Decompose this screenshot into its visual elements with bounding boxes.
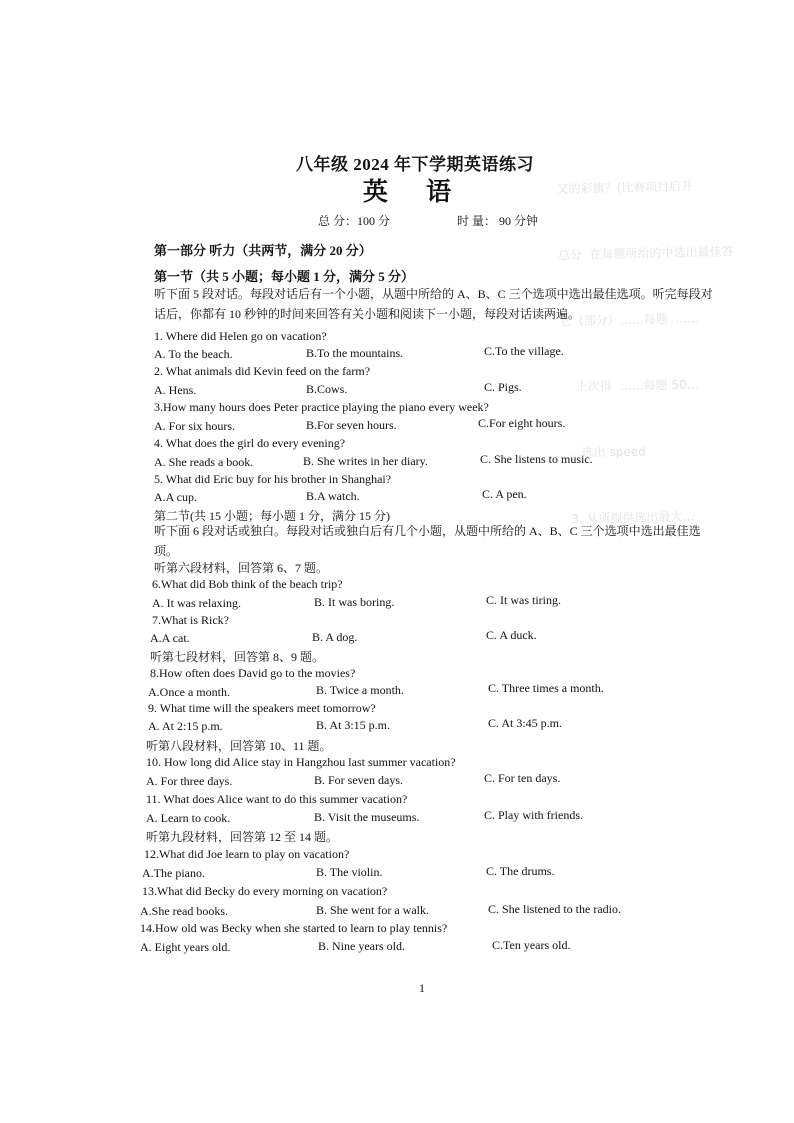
section2-instructions: 听下面 6 段对话或独白。每段对话或独白后有几个小题，从题中所给的 A、B、C 三个选项中选出最佳选项。: [154, 524, 701, 558]
material-7-note: 听第七段材料，回答第 8、9 题。: [150, 650, 325, 664]
q7-option-a: A.A cat.: [150, 631, 190, 645]
q2-option-c: C. Pigs.: [484, 380, 522, 394]
q7-option-c: C. A duck.: [486, 628, 537, 642]
section2-heading: 第二节(共 15 小题；每小题 1 分，满分 15 分): [154, 509, 390, 523]
section1-heading: 第一节（共 5 小题；每小题 1 分，满分 5 分）: [154, 269, 415, 284]
q11-option-c: C. Play with friends.: [484, 808, 583, 822]
q6-option-c: C. It was tiring.: [486, 593, 561, 607]
q2-option-a: A. Hens.: [154, 383, 197, 397]
q11-option-b: B. Visit the museums.: [314, 810, 420, 824]
page-number: 1: [419, 981, 425, 995]
q13-option-a: A.She read books.: [140, 904, 228, 918]
question-9: 9. What time will the speakers meet tomorrow?: [148, 701, 376, 715]
q5-option-c: C. A pen.: [482, 487, 527, 501]
material-9-note: 听第九段材料，回答第 12 至 14 题。: [146, 830, 339, 844]
q1-option-c: C.To the village.: [484, 344, 564, 358]
q10-option-a: A. For three days.: [146, 774, 233, 788]
q3-option-b: B.For seven hours.: [306, 418, 397, 432]
question-13: 13.What did Becky do every morning on vacation?: [142, 884, 388, 898]
q10-option-c: C. For ten days.: [484, 771, 561, 785]
show-through-text: 又的彩旗？(比赛项目后开 总分 在每题所给的中选出最佳答 它 (部分）……每题 …… 上次得 ……每題 50… …选出 speed 3. 从所提供选出最大…: [556, 179, 734, 527]
section1-instructions: 听下面 5 段对话。每段对话后有一个小题，从题中所给的 A、B、C 三个选项中选出最佳选项。听完每段对话后，你都有 10 秒钟的时间来回答有关小题和阅读下一小题，每段对话读两遍。: [154, 287, 713, 321]
q12-option-b: B. The violin.: [316, 865, 383, 879]
q3-option-a: A. For six hours.: [154, 419, 236, 433]
question-12: 12.What did Joe learn to play on vacation?: [144, 847, 350, 861]
q9-option-a: A. At 2:15 p.m.: [148, 719, 223, 733]
q12-option-c: C. The drums.: [486, 864, 555, 878]
q13-option-b: B. She went for a walk.: [316, 903, 429, 917]
subject-title: 英 语: [362, 179, 468, 206]
q1-option-a: A. To the beach.: [154, 347, 233, 361]
q14-option-a: A. Eight years old.: [140, 940, 231, 954]
question-14: 14.How old was Becky when she started to learn to play tennis?: [140, 921, 448, 935]
q9-option-c: C. At 3:45 p.m.: [488, 716, 563, 730]
question-8: 8.How often does David go to the movies?: [150, 666, 356, 680]
q12-option-a: A.The piano.: [142, 866, 205, 880]
q8-option-b: B. Twice a month.: [316, 683, 404, 697]
q4-option-c: C. She listens to music.: [480, 452, 593, 466]
question-6: 6.What did Bob think of the beach trip?: [152, 577, 343, 591]
q4-option-a: A. She reads a book.: [154, 455, 254, 469]
part1-heading: 第一部分 听力（共两节，满分 20 分）: [154, 243, 372, 258]
question-2: 2. What animals did Kevin feed on the farm?: [154, 364, 371, 378]
time-limit: 时 量： 90 分钟: [457, 214, 539, 228]
q10-option-b: B. For seven days.: [314, 773, 403, 787]
question-10: 10. How long did Alice stay in Hangzhou last summer vacation?: [146, 755, 456, 769]
question-4: 4. What does the girl do every evening?: [154, 436, 346, 450]
question-7: 7.What is Rick?: [152, 613, 229, 627]
q1-option-b: B.To the mountains.: [306, 346, 404, 360]
q13-option-c: C. She listened to the radio.: [488, 902, 621, 916]
question-3: 3.How many hours does Peter practice playing the piano every week?: [154, 400, 489, 414]
q8-option-c: C. Three times a month.: [488, 681, 604, 695]
q4-option-b: B. She writes in her diary.: [303, 454, 428, 468]
material-8-note: 听第八段材料，回答第 10、11 题。: [146, 739, 332, 753]
q8-option-a: A.Once a month.: [148, 685, 230, 699]
q6-option-a: A. It was relaxing.: [152, 596, 241, 610]
q6-option-b: B. It was boring.: [314, 595, 395, 609]
total-score: 总 分：100 分: [318, 214, 391, 228]
material-6-note: 听第六段材料，回答第 6、7 题。: [154, 561, 329, 575]
exam-title: 八年级 2024 年下学期英语练习: [296, 155, 534, 174]
q11-option-a: A. Learn to cook.: [146, 811, 231, 825]
q14-option-c: C.Ten years old.: [492, 938, 571, 952]
q5-option-b: B.A watch.: [306, 489, 360, 503]
q2-option-b: B.Cows.: [306, 382, 348, 396]
question-1: 1. Where did Helen go on vacation?: [154, 329, 327, 343]
q7-option-b: B. A dog.: [312, 630, 358, 644]
q3-option-c: C.For eight hours.: [478, 416, 566, 430]
question-11: 11. What does Alice want to do this summer vacation?: [146, 792, 408, 806]
q14-option-b: B. Nine years old.: [318, 939, 405, 953]
q5-option-a: A.A cup.: [154, 490, 197, 504]
question-5: 5. What did Eric buy for his brother in Shanghai?: [154, 472, 392, 486]
q9-option-b: B. At 3:15 p.m.: [316, 718, 391, 732]
